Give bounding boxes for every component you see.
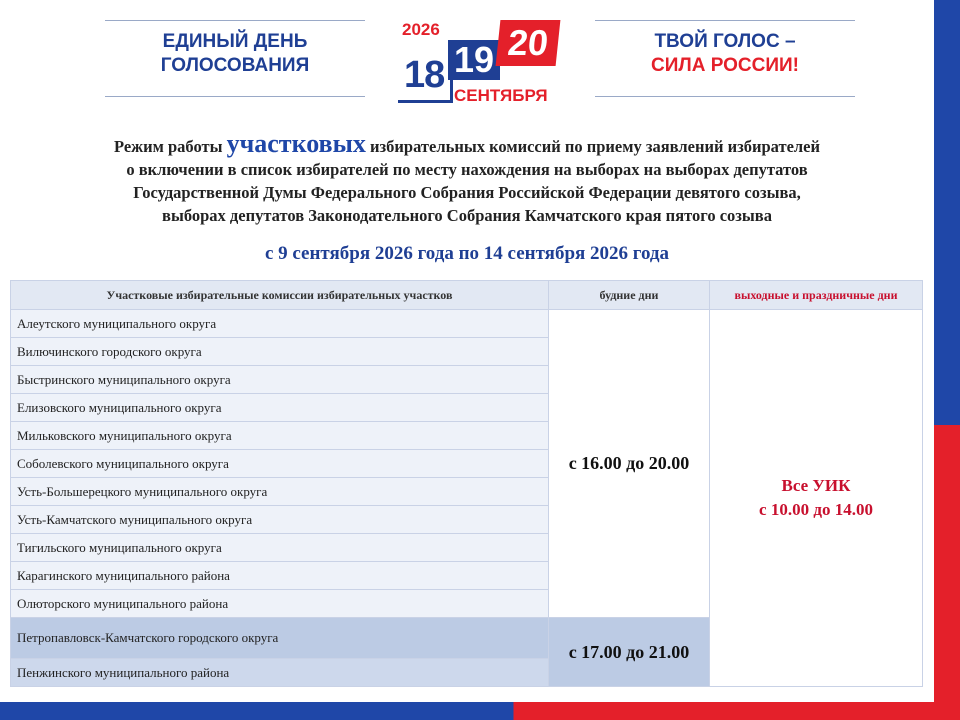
commission-name: Тигильского муниципального округа xyxy=(11,534,549,562)
slogan-right xyxy=(595,30,855,78)
commission-name: Соболевского муниципального округа xyxy=(11,450,549,478)
table-row xyxy=(11,310,923,338)
commission-name: Олюторского муниципального района xyxy=(11,590,549,618)
commission-name: Пенжинского муниципального района xyxy=(11,659,549,687)
header-weekdays: будние дни xyxy=(549,281,710,310)
heading-line1-post: избирательных комиссий по приему заявлений избирателей xyxy=(370,137,821,156)
weekday-time-group2: с 17.00 до 21.00 xyxy=(549,618,710,687)
commission-name: Карагинского муниципального района xyxy=(11,562,549,590)
header-rule-left-top xyxy=(105,20,365,21)
commission-name: Петропавловск-Камчатского городского округа xyxy=(11,618,549,659)
heading-line1-pre: Режим работы xyxy=(113,137,223,156)
commission-name: Вилючинского городского округа xyxy=(11,338,549,366)
table-header-row xyxy=(11,281,923,310)
slogan-left-line2: ГОЛОСОВАНИЯ xyxy=(160,55,310,76)
slogan-left-line1: ЕДИНЫЙ ДЕНЬ xyxy=(162,31,308,52)
logo-day-18: 18 xyxy=(404,54,445,96)
header-weekends: выходные и праздничные дни xyxy=(710,281,923,310)
logo-month: СЕНТЯБРЯ xyxy=(454,86,548,105)
flag-stripe-blue xyxy=(934,0,960,425)
commission-name: Быстринского муниципального округа xyxy=(11,366,549,394)
logo-day-20: 20 xyxy=(496,20,561,66)
header-rule-left-bottom xyxy=(105,96,365,97)
commission-name: Елизовского муниципального округа xyxy=(11,394,549,422)
header-commissions: Участковые избирательные комиссии избирательных участков xyxy=(11,281,549,310)
weekend-time-all xyxy=(710,310,923,687)
heading-line4: выборах депутатов Законодательного Собрания Камчатского края пятого созыва xyxy=(162,206,772,225)
slogan-left xyxy=(105,30,365,78)
commission-name: Усть-Большерецкого муниципального округа xyxy=(11,478,549,506)
slogan-right-line1: ТВОЙ ГОЛОС – xyxy=(654,31,796,52)
heading-highlight: участковых xyxy=(226,129,366,158)
slogan-right-line2: СИЛА РОССИИ! xyxy=(651,55,799,76)
page-heading xyxy=(12,129,922,227)
heading-line2: о включении в список избирателей по месту нахождения на выборах на выборах депутатов xyxy=(126,160,808,179)
commission-name: Алеутского муниципального округа xyxy=(11,310,549,338)
header-rule-right-top xyxy=(595,20,855,21)
election-logo xyxy=(390,14,570,110)
bottom-color-bar xyxy=(0,702,934,720)
heading-line1 xyxy=(12,129,922,158)
header-rule-right-bottom xyxy=(595,96,855,97)
weekend-all-label: Все УИК xyxy=(781,476,851,495)
commission-name: Усть-Камчатского муниципального округа xyxy=(11,506,549,534)
commission-name: Мильковского муниципального округа xyxy=(11,422,549,450)
date-range: с 9 сентября 2026 года по 14 сентября 2026 года xyxy=(264,243,670,264)
weekday-time-group1: с 16.00 до 20.00 xyxy=(549,310,710,618)
logo-day-19: 19 xyxy=(448,40,500,80)
logo-year: 2026 xyxy=(402,20,440,39)
heading-line3: Государственной Думы Федерального Собрания Российской Федерации девятого созыва, xyxy=(133,183,801,202)
flag-stripe-red xyxy=(934,425,960,720)
schedule-table xyxy=(10,280,923,687)
weekend-all-time: с 10.00 до 14.00 xyxy=(759,500,873,519)
